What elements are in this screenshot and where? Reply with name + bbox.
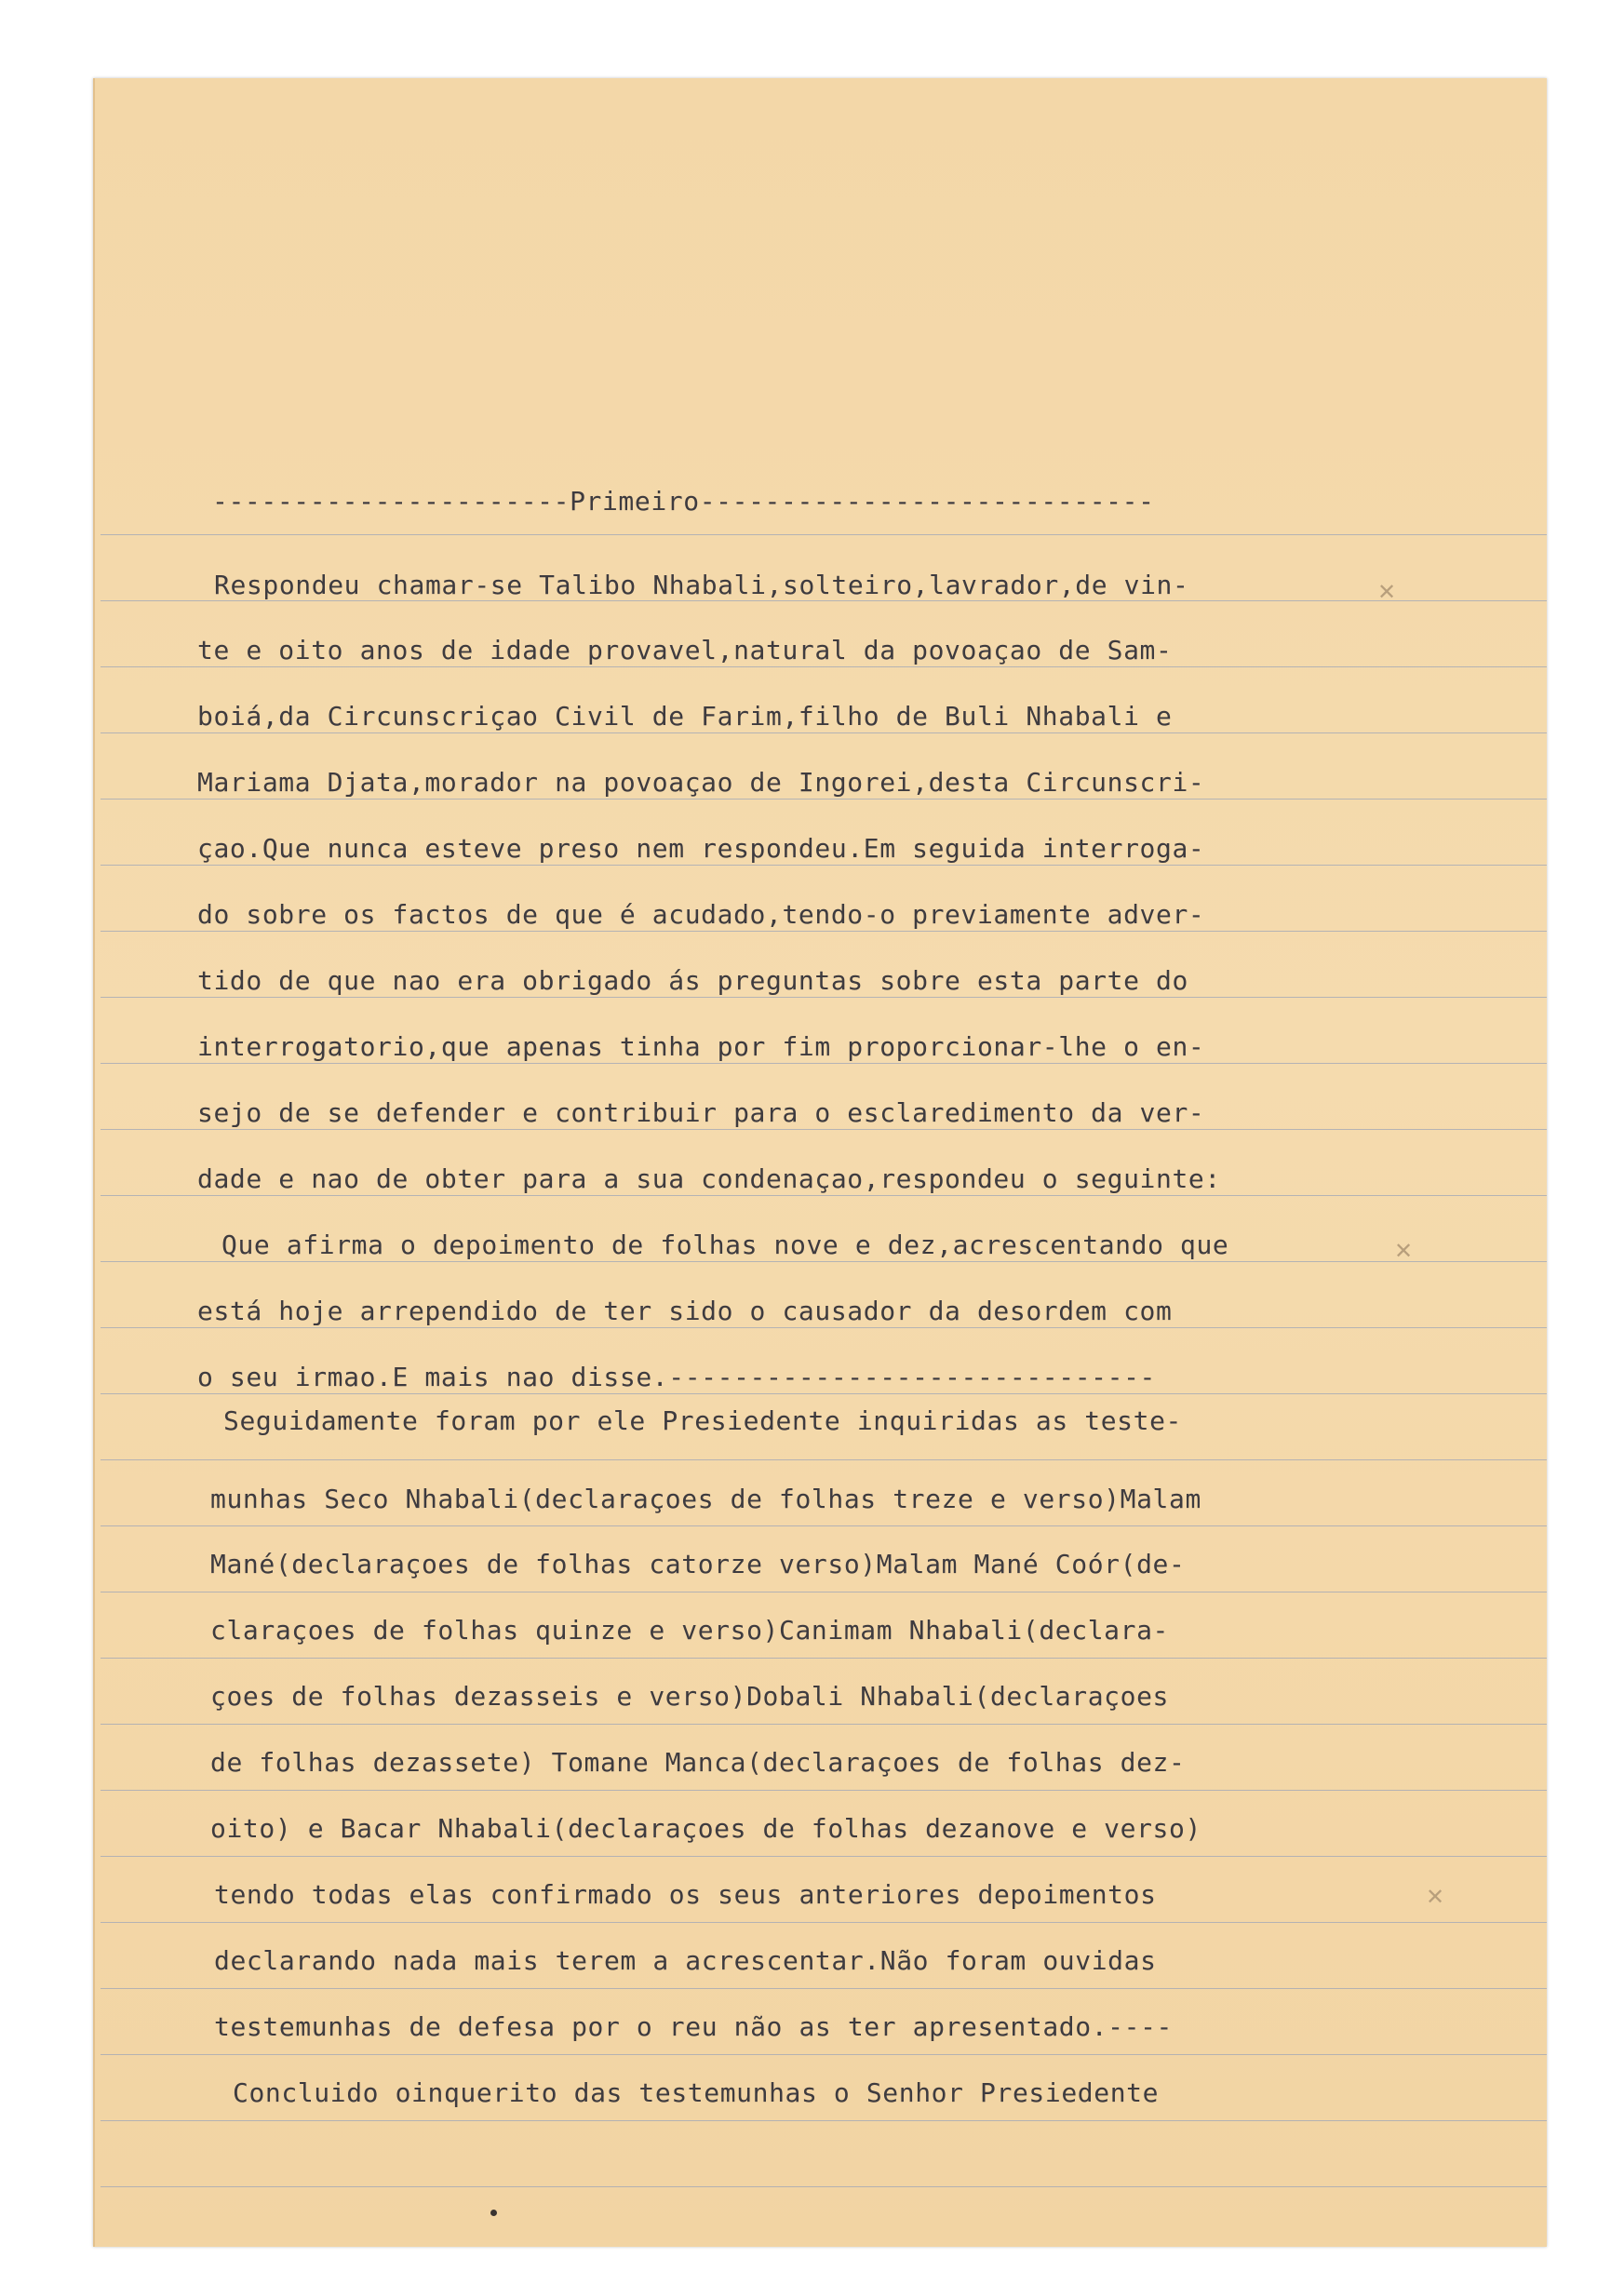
typewritten-text <box>95 78 1547 2247</box>
text-line: Seguidamente foram por ele Presiedente inquiridas as teste- <box>223 1405 1182 1436</box>
ink-speck-icon <box>490 2210 497 2216</box>
paper-sheet <box>93 78 1547 2247</box>
text-line: Respondeu chamar-se Talibo Nhabali,solteiro,lavrador,de vin- <box>214 570 1189 600</box>
text-line: Que afirma o depoimento de folhas nove e dez,acrescentando que <box>221 1230 1229 1260</box>
text-line: te e oito anos de idade provavel,natural da povoaçao de Sam- <box>197 635 1173 665</box>
text-line: boiá,da Circunscriçao Civil de Farim,filho de Buli Nhabali e <box>197 701 1173 732</box>
text-line: çoes de folhas dezasseis e verso)Dobali Nhabali(declaraçoes <box>210 1681 1169 1712</box>
text-line: interrogatorio,que apenas tinha por fim proporcionar-lhe o en- <box>197 1031 1205 1062</box>
text-line: dade e nao de obter para a sua condenaçao,respondeu o seguinte: <box>197 1163 1221 1194</box>
text-line: sejo de se defender e contribuir para o esclaredimento da ver- <box>197 1097 1205 1128</box>
text-line: está hoje arrependido de ter sido o causador da desordem com <box>197 1296 1173 1326</box>
text-line: oito) e Bacar Nhabali(declaraçoes de folhas dezanove e verso) <box>210 1813 1201 1844</box>
staple-mark-icon: ✕ <box>1394 1238 1414 1264</box>
text-line: Mané(declaraçoes de folhas catorze verso)Malam Mané Coór(de- <box>210 1549 1186 1579</box>
text-line: Concluido oinquerito das testemunhas o Senhor Presiedente <box>233 2077 1160 2108</box>
text-line: declarando nada mais terem a acrescentar.Não foram ouvidas <box>214 1945 1157 1976</box>
text-line: çao.Que nunca esteve preso nem respondeu.Em seguida interroga- <box>197 833 1205 864</box>
text-line: do sobre os factos de que é acudado,tendo-o previamente adver- <box>197 899 1205 930</box>
text-line: Mariama Djata,morador na povoaçao de Ingorei,desta Circunscri- <box>197 767 1205 798</box>
text-line: tido de que nao era obrigado ás preguntas sobre esta parte do <box>197 965 1188 996</box>
text-line: testemunhas de defesa por o reu não as ter apresentado.---- <box>214 2011 1173 2042</box>
text-line: munhas Seco Nhabali(declaraçoes de folhas treze e verso)Malam <box>210 1484 1201 1514</box>
text-line: o seu irmao.E mais nao disse.------------------------------ <box>197 1362 1156 1392</box>
staple-mark-icon: ✕ <box>1426 1884 1445 1910</box>
section-heading: ----------------------Primeiro---------------------------- <box>212 486 1155 517</box>
staple-mark-icon: ✕ <box>1377 579 1397 605</box>
text-line: claraçoes de folhas quinze e verso)Canimam Nhabali(declara- <box>210 1615 1169 1646</box>
text-line: tendo todas elas confirmado os seus anteriores depoimentos <box>214 1879 1157 1910</box>
text-line: de folhas dezassete) Tomane Manca(declaraçoes de folhas dez- <box>210 1747 1186 1778</box>
